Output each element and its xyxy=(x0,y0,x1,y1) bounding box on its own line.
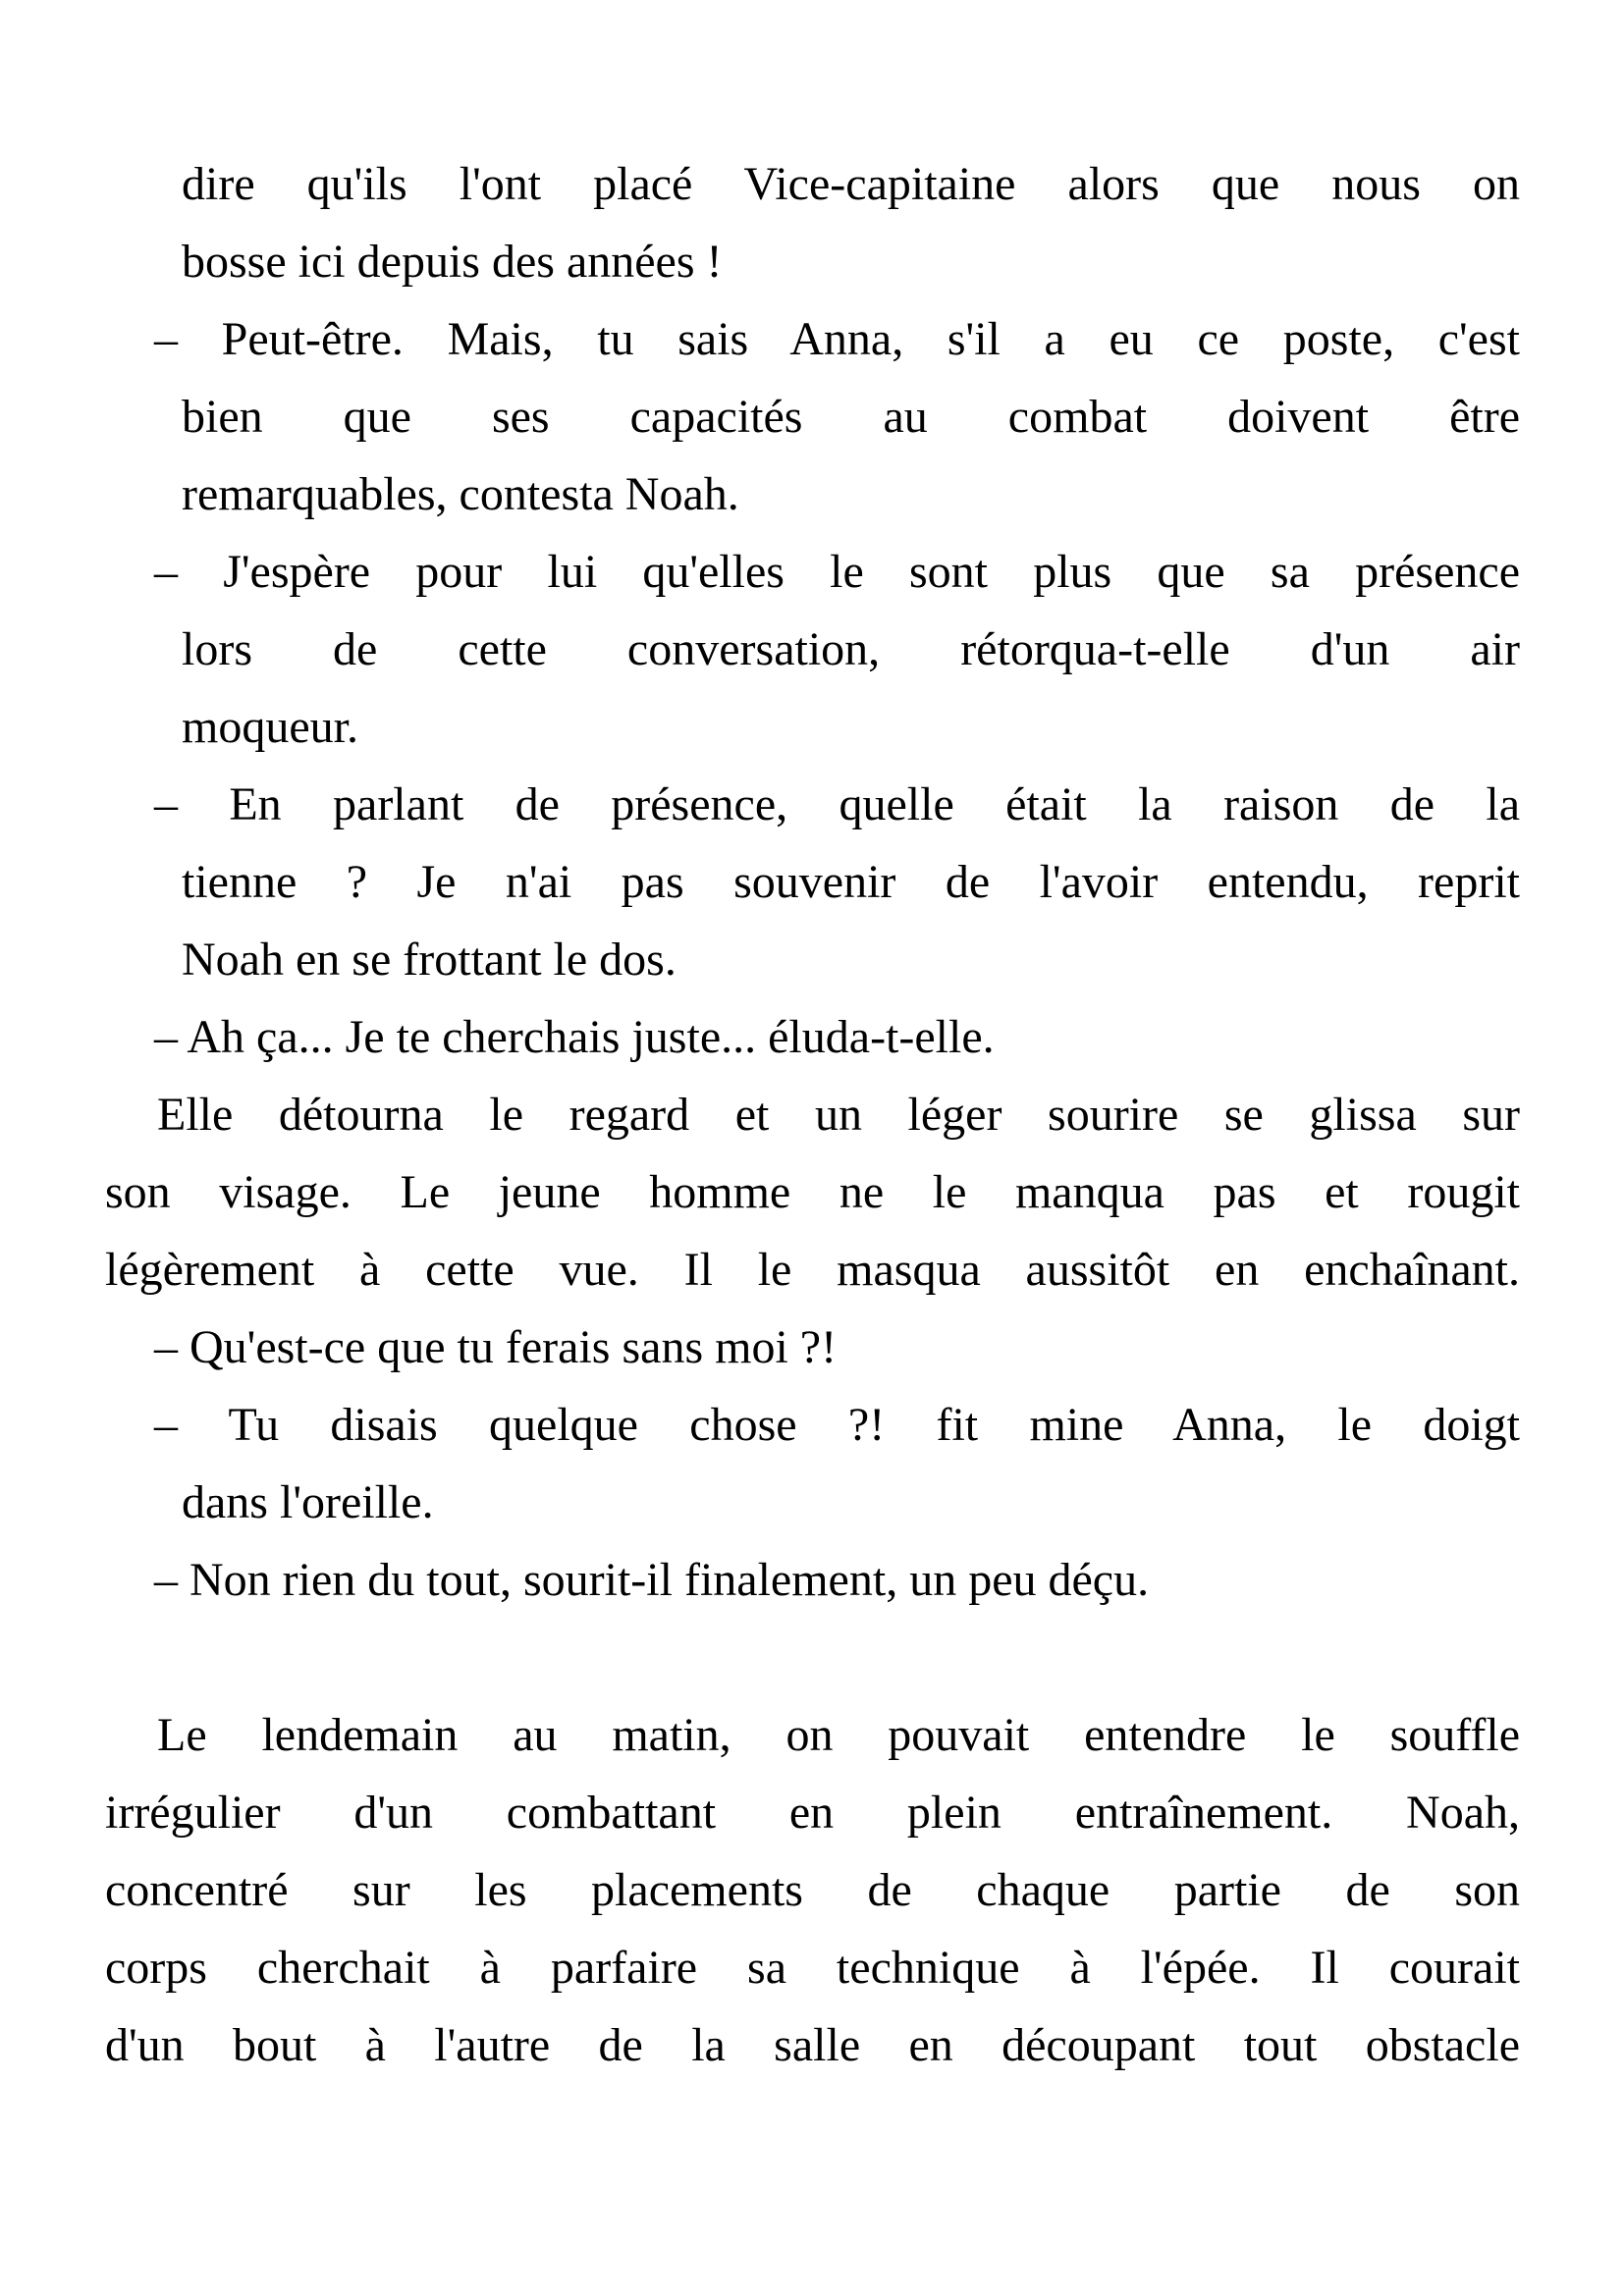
text-line: – Non rien du tout, sourit-il finalement, un peu déçu. xyxy=(154,1554,1150,1606)
paragraph-dialogue xyxy=(154,1308,1520,1386)
text-line: – Qu'est-ce que tu ferais sans moi ?! xyxy=(154,1321,838,1373)
text-line: son visage. Le jeune homme ne le manqua pas et rougit xyxy=(105,1166,1520,1218)
text-line: lors de cette conversation, rétorqua-t-elle d'un air xyxy=(182,623,1520,675)
paragraph-dialogue xyxy=(154,766,1520,998)
paragraph-dialogue xyxy=(154,300,1520,533)
text-line: Le lendemain au matin, on pouvait entendre le souffle xyxy=(157,1709,1520,1761)
text-line: irrégulier d'un combattant en plein entraînement. Noah, xyxy=(105,1787,1520,1839)
text-line: Noah en se frottant le dos. xyxy=(182,934,677,986)
text-line: – En parlant de présence, quelle était la raison de la xyxy=(154,778,1520,830)
paragraph-narrative xyxy=(105,1696,1520,2084)
text-line: tienne ? Je n'ai pas souvenir de l'avoir entendu, reprit xyxy=(182,856,1520,908)
paragraph-dialogue xyxy=(154,1541,1520,1619)
text-line: – Ah ça... Je te cherchais juste... éluda-t-elle. xyxy=(154,1011,995,1063)
text-line: Elle détourna le regard et un léger sourire se glissa sur xyxy=(157,1089,1520,1141)
text-line: – Tu disais quelque chose ?! fit mine Anna, le doigt xyxy=(154,1399,1520,1451)
text-line: remarquables, contesta Noah. xyxy=(182,468,739,520)
text-line: dire qu'ils l'ont placé Vice-capitaine alors que nous on xyxy=(182,158,1520,210)
paragraph-dialogue xyxy=(154,533,1520,766)
text-line: d'un bout à l'autre de la salle en découpant tout obstacle xyxy=(105,2019,1520,2071)
text-line: bien que ses capacités au combat doivent être xyxy=(182,391,1520,443)
paragraph-narrative xyxy=(105,1076,1520,1308)
text-line: corps cherchait à parfaire sa technique à l'épée. Il courait xyxy=(105,1942,1520,1994)
paragraph-dialogue xyxy=(154,998,1520,1076)
text-line: moqueur. xyxy=(182,701,358,753)
paragraph-continuation xyxy=(182,145,1520,300)
text-line: – J'espère pour lui qu'elles le sont plus que sa présence xyxy=(154,546,1520,598)
paragraph-dialogue xyxy=(154,1386,1520,1541)
text-line: légèrement à cette vue. Il le masqua aussitôt en enchaînant. xyxy=(105,1244,1520,1296)
text-line: concentré sur les placements de chaque partie de son xyxy=(105,1864,1520,1916)
text-line: dans l'oreille. xyxy=(182,1476,434,1528)
text-line: bosse ici depuis des années ! xyxy=(182,236,723,288)
text-line: – Peut-être. Mais, tu sais Anna, s'il a eu ce poste, c'est xyxy=(154,313,1520,365)
